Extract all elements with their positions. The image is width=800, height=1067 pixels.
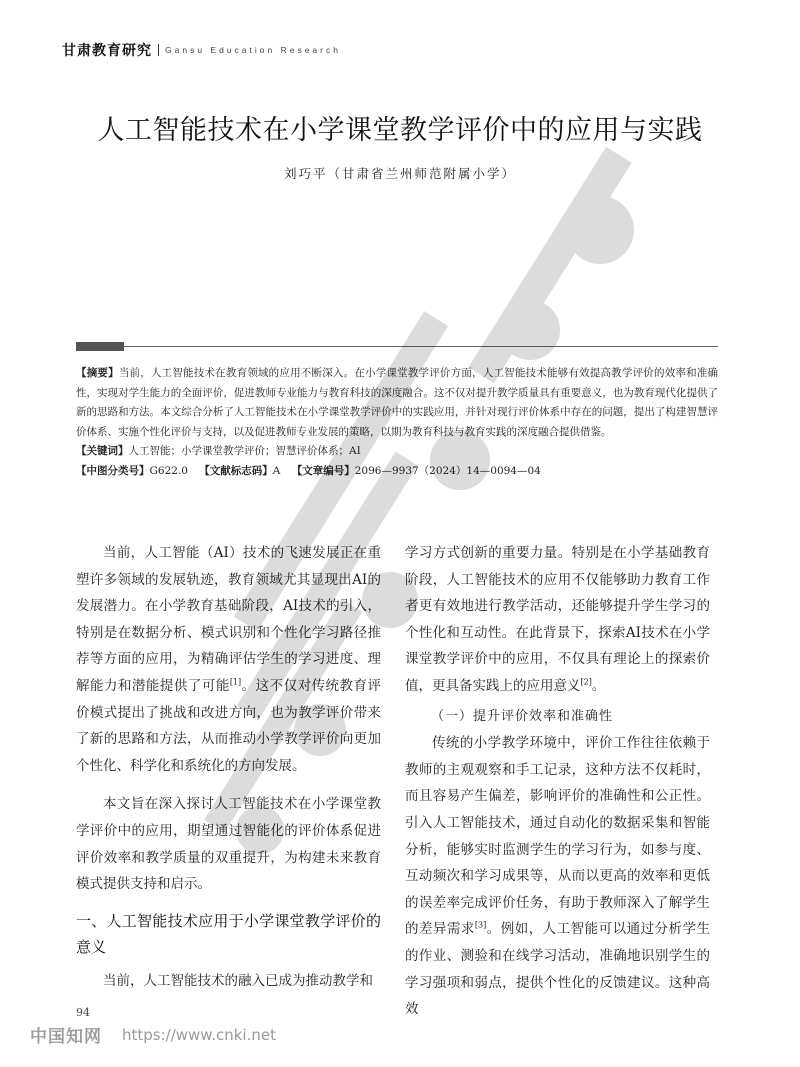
article-title: 人工智能技术在小学课堂教学评价中的应用与实践 [97,115,703,146]
section-heading-1: 一、人工智能技术应用于小学课堂教学评价的意义 [76,911,381,956]
body-column-right [405,540,710,1023]
abstract-divider [76,346,718,347]
citation-2: [2] [580,677,592,687]
body-paragraph-1: 当前，人工智能（AI）技术的飞速发展正在重塑许多领域的发展轨迹，教育领域尤其显现出AI的发展潜力。在小学教育基础阶段，AI技术的引入，特别是在数据分析、模式识别和个性化学习路径推荐等方面的应用，为精确评估学生的学习进度、理解能力和潜能提供了可能[1]。这不仅对传统教育评价模式提出了挑战和改进方向，也为教学评价带来了新的思路和方法，从而推动小学教学评价向更加个性化、科学化和系统化的方向发展。 [76,545,382,774]
doc-code-value: A [272,464,281,477]
abstract-text: 当前，人工智能技术在教育领域的应用不断深入。在小学课堂教学评价方面，人工智能技术能够有效提高教学评价的效率和准确性，实现对学生能力的全面评价，促进教师专业能力与教育科技的深度融合。这不仅对提升教学质量具有重要意义，也为教育现代化提供了新的思路和方法。本文综合分析了人工智能技术在小学课堂教学评价中的实践应用，并针对现行评价体系中存在的问题，提出了构建智慧评价体系、实施个性化评价与支持，以及促进教师专业发展的策略，以期为教育科技与教育实践的深度融合提供借鉴。 [76,367,719,438]
abstract-paragraph [76,364,718,442]
watermark-stroke [468,147,631,383]
body-paragraph-4: 传统的小学教学环境中，评价工作往往依赖于教师的主观观察和手工记录，这种方法不仅耗时，而且容易产生偏差，影响评价的准确性和公正性。引入人工智能技术，通过自动化的数据采集和智能分析，能够实时监测学生的学习行为，如参与度、互动频次和学习成果等，从而以更高的效率和更低的误差率完成评价任务，有助于教师深入了解学生的差异需求[3]。例如，人工智能可以通过分析学生的作业、测验和在线学习活动，准确地识别学生的学习强项和弱点，提供个性化的反馈建议。这种高效 [405,735,711,1018]
body-column-left [76,540,381,994]
journal-header [62,40,341,60]
abstract-label: 【摘要】 [76,367,119,379]
watermark-blob [500,300,560,360]
subsection-heading-1: （一）提升评价效率和准确性 [431,708,614,724]
page-number: 94 [76,1006,90,1019]
clc-label: 【中图分类号】 [76,464,150,477]
keywords-text: 人工智能；小学课堂教学评价；智慧评价体系；AI [128,445,361,457]
abstract-divider-block [76,342,124,351]
classification-line [76,462,718,482]
article-no-label: 【文章编号】 [291,464,355,477]
citation-3: [3] [474,920,487,930]
citation-1: [1] [229,677,242,687]
watermark-blob [566,196,634,264]
cnki-url[interactable]: https://www.cnki.net [122,1025,276,1044]
body-paragraph-2: 本文旨在深入探讨人工智能技术在小学课堂教学评价中的应用，期望通过智能化的评价体系促进评价效率和教学质量的双重提升，为构建未来教育模式提供支持和启示。 [76,796,381,893]
journal-name-en: Gansu Education Research [165,45,341,55]
keywords-line [76,442,718,462]
cnki-footer [30,1022,276,1047]
clc-value: G622.0 [149,464,188,477]
doc-code-label: 【文献标志码】 [199,464,273,477]
abstract-section [76,364,718,481]
cnki-logo: 中国知网 [30,1027,102,1047]
body-paragraph-3-cont: 学习方式创新的重要力量。特别是在小学基础教育阶段，人工智能技术的应用不仅能够助力教育工作者更有效地进行教学活动，还能够提升学生学习的个性化和互动性。在此背景下，探索AI技术在小学课堂教学评价中的应用，不仅具有理论上的探索价值，更具备实践上的应用意义[2]。 [405,545,710,694]
article-author: 刘巧平（甘肃省兰州师范附属小学） [283,166,516,181]
article-no-value: 2096—9937（2024）14—0094—04 [354,464,541,477]
journal-separator [158,44,159,56]
keywords-label: 【关键词】 [76,445,129,457]
journal-name-cn: 甘肃教育研究 [62,43,152,59]
body-paragraph-3-start: 当前，人工智能技术的融入已成为推动教学和 [103,972,373,989]
